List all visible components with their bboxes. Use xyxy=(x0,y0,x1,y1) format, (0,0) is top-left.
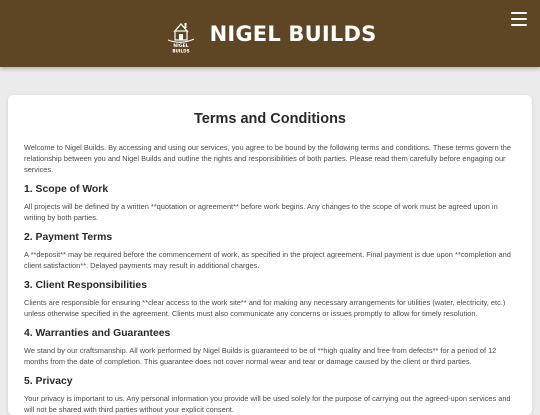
section-heading-client: 3. Client Responsibilities xyxy=(24,280,147,291)
hamburger-menu-icon[interactable] xyxy=(511,12,527,26)
section-heading-warranties: 4. Warranties and Guarantees xyxy=(24,328,171,339)
menu-bar xyxy=(511,24,527,26)
svg-text:BUILDS: BUILDS xyxy=(171,48,190,53)
section-body-scope: All projects will be defined by a written **quotation or agreement** before work begins. Any changes to the scope of work must be agreed upon in writing by both parties. xyxy=(24,202,498,222)
intro-paragraph: Welcome to Nigel Builds. By accessing and using our services, you agree to be bound by the following terms and conditions. These terms govern the relationship between you and Nigel Builds and outline the rights and responsibilities of both parties. Please read them carefully before engaging our services. xyxy=(24,143,511,174)
section-body-client: Clients are responsible for ensuring **clear access to the work site** and for making any necessary arrangements for utilities (water, electricity, etc.) unless otherwise specified in the agreement. Clients must also communicate any concerns or issues promptly to allow for timely resolution. xyxy=(24,298,506,318)
site-header xyxy=(0,0,540,67)
brand[interactable] xyxy=(164,14,377,54)
section-heading-scope: 1. Scope of Work xyxy=(24,184,109,195)
section-heading-privacy: 5. Privacy xyxy=(24,376,73,387)
section-heading-payment: 2. Payment Terms xyxy=(24,232,113,243)
section-body-payment: A **deposit** may be required before the commencement of work, as specified in the project agreement. Final payment is due upon **completion and client satisfaction**. Delayed payments may result in additional charges. xyxy=(24,250,511,270)
page-title: Terms and Conditions xyxy=(194,111,346,127)
terms-card xyxy=(8,95,532,415)
brand-name: NIGEL BUILDS xyxy=(209,21,377,46)
menu-bar xyxy=(511,18,527,20)
menu-bar xyxy=(511,12,527,14)
house-logo-icon xyxy=(164,14,198,54)
section-body-warranties: We stand by our craftsmanship. All work performed by Nigel Builds is guaranteed to be of **high quality and free from defects** for a period of 12 months from the date of completion. This guarantee does not cover normal wear and tear or damage caused by the client or third parties. xyxy=(24,346,497,366)
section-body-privacy: Your privacy is important to us. Any personal information you provide will be used solely for the purpose of carrying out the agreed-upon services and will not be shared with third parties without your explicit consent. xyxy=(24,394,511,414)
svg-text:NIGEL: NIGEL xyxy=(172,43,189,49)
